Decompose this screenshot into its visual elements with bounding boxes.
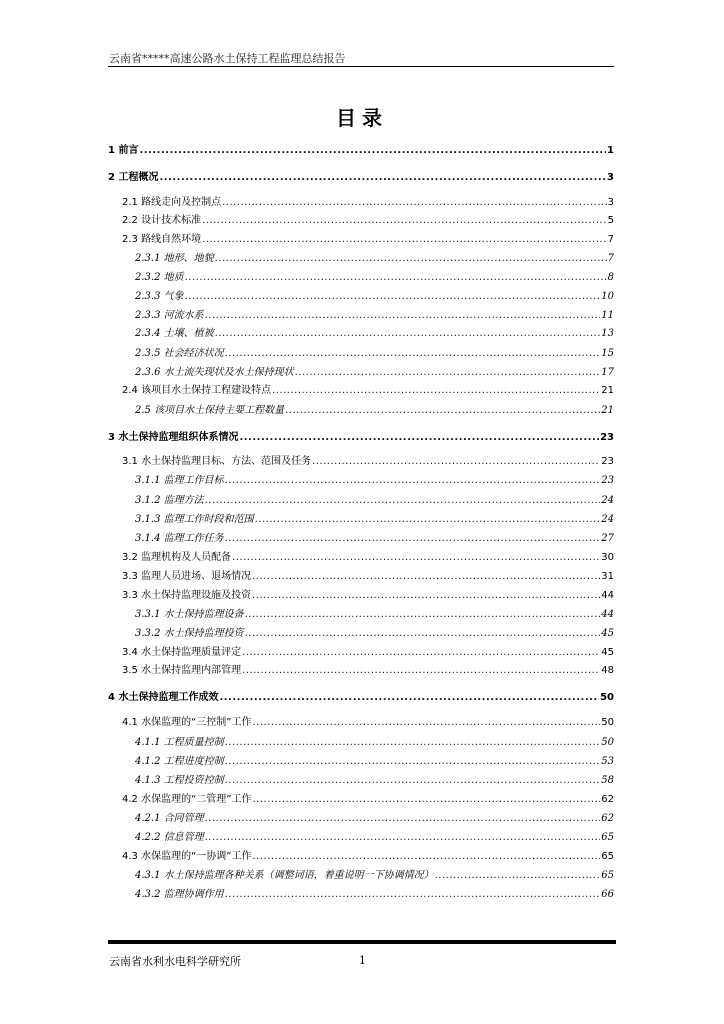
toc-entry-page: 5 — [607, 215, 614, 226]
toc-entry-page: 31 — [601, 571, 614, 582]
toc-entry-page: 27 — [601, 533, 614, 544]
toc-entry-page: 10 — [601, 291, 614, 302]
toc-entry-label: 2.3.4 土壤、植被 — [135, 328, 214, 339]
toc-entry-page: 23 — [600, 432, 614, 443]
toc-entry-page: 24 — [601, 514, 614, 525]
toc-entry-label: 3.3.1 水土保持监理设备 — [135, 609, 244, 620]
toc-entry-page: 13 — [601, 328, 614, 339]
toc-entry[interactable] — [135, 271, 614, 285]
toc-entry-page: 65 — [601, 870, 614, 881]
toc-entry[interactable] — [122, 664, 614, 678]
toc-entry-page: 30 — [601, 552, 614, 563]
toc-entry-label: 4.1 水保监理的“三控制”工作 — [122, 717, 252, 728]
toc-leader-dots — [312, 455, 600, 469]
toc-entry-page: 62 — [601, 794, 614, 805]
toc-entry-page: 3 — [607, 172, 614, 183]
toc-leader-dots — [225, 532, 601, 546]
toc-entry-page: 11 — [601, 310, 614, 321]
toc-entry[interactable] — [122, 716, 614, 730]
footer-organization: 云南省水利水电科学研究所 — [109, 955, 241, 968]
toc-entry[interactable] — [135, 404, 614, 418]
toc-entry-page: 65 — [601, 851, 614, 862]
toc-entry-label: 2.3.3 河流水系 — [135, 310, 204, 321]
toc-entry[interactable] — [135, 366, 614, 380]
toc-leader-dots — [252, 716, 600, 730]
toc-leader-dots — [205, 831, 601, 845]
toc-entry-label: 3.3.2 水土保持监理投资 — [135, 628, 244, 639]
toc-entry[interactable] — [135, 494, 614, 508]
toc-leader-dots — [185, 290, 601, 304]
toc-entry[interactable] — [122, 850, 614, 864]
toc-entry-page: 53 — [601, 756, 614, 767]
toc-title: 目录 — [336, 106, 388, 130]
toc-entry-label: 4 水土保持监理工作成效 — [108, 692, 219, 703]
toc-entry-page: 45 — [601, 647, 614, 658]
toc-entry-page: 66 — [601, 889, 614, 900]
footer-rule — [108, 940, 616, 944]
toc-leader-dots — [202, 233, 607, 247]
toc-entry[interactable] — [122, 214, 614, 228]
toc-entry[interactable] — [122, 570, 614, 584]
toc-leader-dots — [242, 664, 600, 678]
toc-entry-page: 62 — [601, 813, 614, 824]
toc-entry-label: 4.2.1 合同管理 — [135, 813, 204, 824]
toc-entry-label: 3.1 水土保持监理目标、方法、范围及任务 — [122, 456, 312, 467]
toc-entry[interactable] — [135, 290, 614, 304]
toc-entry-label: 4.1.3 工程投资控制 — [135, 775, 224, 786]
toc-entry-label: 4.2.2 信息管理 — [135, 832, 204, 843]
toc-leader-dots — [252, 589, 600, 603]
toc-entry[interactable] — [135, 309, 614, 323]
toc-leader-dots — [225, 774, 601, 788]
toc-entry-page: 48 — [601, 665, 614, 676]
toc-entry[interactable] — [122, 384, 614, 398]
toc-entry[interactable] — [135, 736, 614, 750]
toc-entry-label: 3.3 水土保持监理设施及投资 — [122, 590, 252, 601]
toc-entry-label: 2.4 该项目水土保持工程建设特点 — [122, 385, 272, 396]
toc-entry-page: 23 — [601, 475, 614, 486]
toc-entry-label: 4.2 水保监理的“二管理”工作 — [122, 794, 252, 805]
toc-entry[interactable] — [135, 513, 614, 527]
toc-entry-label: 3.5 水土保持监理内部管理 — [122, 665, 242, 676]
toc-entry-page: 58 — [601, 775, 614, 786]
toc-entry-label: 2.3.5 社会经济状况 — [135, 348, 224, 359]
toc-leader-dots — [139, 144, 606, 158]
toc-leader-dots — [245, 608, 601, 622]
toc-entry-label: 3.4 水土保持监理质量评定 — [122, 647, 242, 658]
toc-entry[interactable] — [135, 812, 614, 826]
toc-entry[interactable] — [122, 233, 614, 247]
toc-entry[interactable] — [122, 589, 614, 603]
toc-entry-page: 50 — [601, 737, 614, 748]
toc-entry-page: 23 — [601, 456, 614, 467]
toc-leader-dots — [225, 755, 601, 769]
toc-entry-label: 2.3.1 地形、地貌 — [135, 253, 214, 264]
toc-leader-dots — [202, 214, 607, 228]
toc-leader-dots — [205, 494, 601, 508]
toc-leader-dots — [225, 474, 601, 488]
toc-entry-label: 4.3.1 水土保持监理各种关系（调整词语，着重说明一下协调情况） — [135, 870, 434, 881]
toc-leader-dots — [255, 513, 601, 527]
toc-entry-label: 1 前言 — [108, 145, 139, 156]
toc-leader-dots — [285, 404, 600, 418]
toc-leader-dots — [252, 570, 600, 584]
toc-entry[interactable] — [135, 774, 614, 788]
toc-entry-label: 2.3 路线自然环境 — [122, 234, 202, 245]
toc-entry-label: 3.1.4 监理工作任务 — [135, 533, 224, 544]
toc-leader-dots — [252, 793, 600, 807]
toc-entry[interactable] — [135, 888, 614, 902]
toc-entry[interactable] — [135, 608, 614, 622]
toc-entry[interactable] — [122, 646, 614, 660]
toc-entry-label: 3.2 监理机构及人员配备 — [122, 552, 232, 563]
toc-entry-label: 4.1.1 工程质量控制 — [135, 737, 224, 748]
toc-entry-page: 50 — [601, 717, 614, 728]
toc-entry-page: 44 — [601, 609, 614, 620]
toc-entry-label: 2.1 路线走向及控制点 — [122, 197, 222, 208]
toc-entry-label: 2 工程概况 — [108, 172, 159, 183]
toc-leader-dots — [185, 271, 607, 285]
toc-entry[interactable] — [135, 252, 614, 266]
toc-entry-label: 4.3 水保监理的“一协调”工作 — [122, 851, 252, 862]
toc-leader-dots — [272, 384, 600, 398]
toc-entry[interactable] — [122, 551, 614, 565]
toc-entry-label: 2.3.6 水土流失现状及水土保持现状 — [135, 367, 294, 378]
toc-entry-page: 1 — [607, 145, 614, 156]
toc-leader-dots — [215, 327, 601, 341]
toc-entry-label: 2.2 设计技术标准 — [122, 215, 202, 226]
toc-entry[interactable] — [135, 627, 614, 641]
toc-entry-page: 24 — [601, 495, 614, 506]
toc-entry[interactable] — [108, 144, 614, 158]
toc-leader-dots — [232, 551, 600, 565]
toc-entry[interactable] — [135, 831, 614, 845]
toc-entry[interactable] — [122, 196, 614, 210]
toc-leader-dots — [159, 171, 606, 185]
toc-leader-dots — [225, 347, 601, 361]
toc-entry-label: 2.3.2 地质 — [135, 272, 184, 283]
toc-leader-dots — [219, 691, 599, 705]
toc-entry-label: 3.1.1 监理工作目标 — [135, 475, 224, 486]
toc-entry[interactable] — [122, 793, 614, 807]
toc-leader-dots — [205, 812, 601, 826]
toc-leader-dots — [295, 366, 601, 380]
toc-leader-dots — [225, 888, 601, 902]
toc-leader-dots — [205, 309, 601, 323]
toc-entry-label: 4.3.2 监理协调作用 — [135, 889, 224, 900]
toc-entry-page: 3 — [607, 197, 614, 208]
toc-leader-dots — [225, 736, 601, 750]
toc-entry[interactable] — [135, 755, 614, 769]
toc-leader-dots — [215, 252, 607, 266]
toc-leader-dots — [435, 869, 601, 883]
toc-entry-label: 2.5 该项目水土保持主要工程数量 — [135, 405, 285, 416]
toc-entry-label: 4.1.2 工程进度控制 — [135, 756, 224, 767]
toc-entry[interactable] — [135, 347, 614, 361]
toc-entry-page: 44 — [601, 590, 614, 601]
toc-entry-page: 65 — [601, 832, 614, 843]
toc-entry-label: 3.3 监理人员进场、退场情况 — [122, 571, 252, 582]
toc-entry[interactable] — [135, 869, 614, 883]
toc-entry-page: 17 — [601, 367, 614, 378]
toc-entry-page: 45 — [601, 628, 614, 639]
toc-leader-dots — [222, 196, 607, 210]
toc-leader-dots — [242, 646, 600, 660]
toc-entry-label: 3.1.3 监理工作时段和范围 — [135, 514, 254, 525]
toc-entry-page: 7 — [607, 234, 614, 245]
toc-entry-page: 50 — [600, 692, 614, 703]
toc-leader-dots — [245, 627, 601, 641]
toc-entry[interactable] — [135, 327, 614, 341]
toc-entry-label: 2.3.3 气象 — [135, 291, 184, 302]
toc-leader-dots — [252, 850, 600, 864]
toc-entry[interactable] — [108, 431, 614, 445]
footer-page-number: 1 — [359, 954, 366, 967]
toc-entry-page: 15 — [601, 348, 614, 359]
toc-entry-label: 3 水土保持监理组织体系情况 — [108, 432, 239, 443]
toc-entry-page: 21 — [601, 385, 614, 396]
toc-entry[interactable] — [122, 455, 614, 469]
toc-entry[interactable] — [108, 171, 614, 185]
toc-entry-page: 7 — [607, 253, 614, 264]
toc-entry[interactable] — [135, 474, 614, 488]
toc-entry-page: 8 — [607, 272, 614, 283]
toc-entry-label: 3.1.2 监理方法 — [135, 495, 204, 506]
header-rule — [108, 66, 614, 67]
toc-leader-dots — [239, 431, 599, 445]
page-header: 云南省*****高速公路水土保持工程监理总结报告 — [109, 52, 346, 65]
toc-entry[interactable] — [108, 691, 614, 705]
toc-entry-page: 21 — [601, 405, 614, 416]
toc-entry[interactable] — [135, 532, 614, 546]
